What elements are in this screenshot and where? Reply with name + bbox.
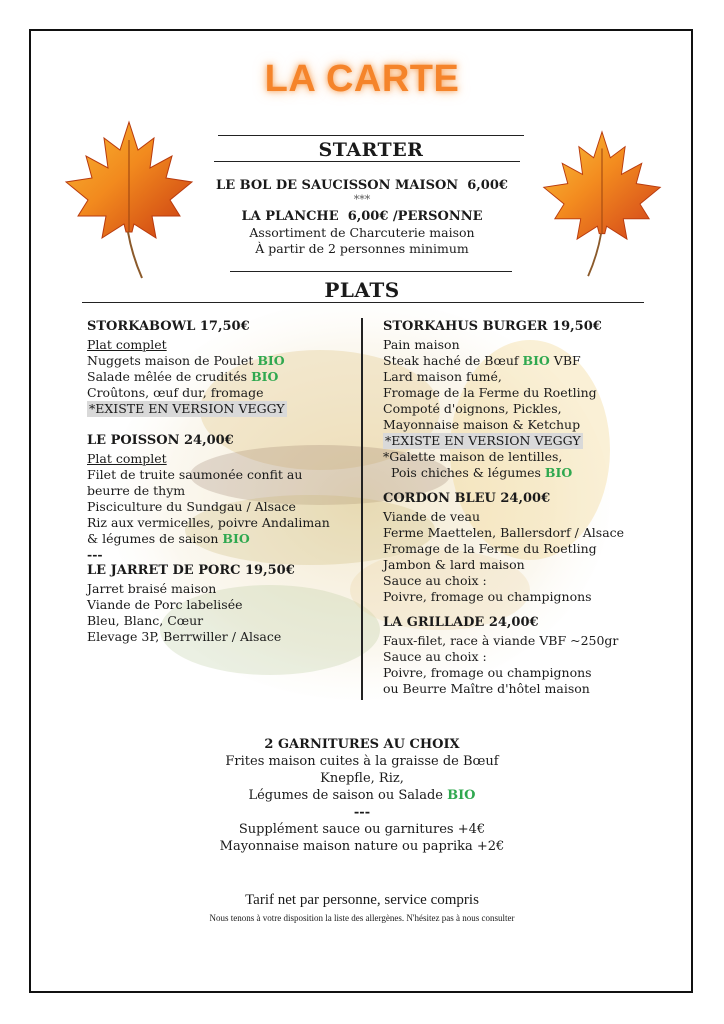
dish-grillade: LA GRILLADE 24,00€ — [383, 615, 539, 630]
dish-line: Fromage de la Ferme du Roetling — [383, 541, 597, 556]
dish-line: Poivre, fromage ou champignons — [383, 665, 592, 680]
dish-line: Pain maison — [383, 337, 460, 352]
dish-cordon-bleu: CORDON BLEU 24,00€ — [383, 491, 551, 506]
dish-line: Steak haché de Bœuf BIO VBF — [383, 353, 581, 368]
garnitures-heading: 2 GARNITURES AU CHOIX — [264, 737, 460, 752]
dish-line: Salade mêlée de crudités BIO — [87, 369, 279, 384]
supplement-line: Supplément sauce ou garnitures +4€ — [238, 822, 486, 837]
dish-line: *Galette maison de lentilles, — [383, 449, 563, 464]
veggy-note: *EXISTE EN VERSION VEGGY — [89, 401, 285, 416]
dish-burger: STORKAHUS BURGER 19,50€ — [383, 319, 602, 334]
dish-line: Croûtons, œuf dur, fromage — [87, 385, 264, 400]
dish-line: Nuggets maison de Poulet BIO — [87, 353, 285, 368]
dish-line: Filet de truite saumonée confit au — [87, 467, 303, 482]
bio-badge: BIO — [522, 353, 550, 368]
bol-saucisson: LE BOL DE SAUCISSON MAISON 6,00€ — [216, 178, 508, 193]
tarif-note: Tarif net par personne, service compris — [245, 892, 479, 908]
dish-line: ou Beurre Maître d'hôtel maison — [383, 681, 590, 696]
dish-line: Poivre, fromage ou champignons — [383, 589, 592, 604]
dish-line: beurre de thym — [87, 483, 186, 498]
dish-line: Riz aux vermicelles, poivre Andaliman — [87, 515, 330, 530]
bio-badge: BIO — [251, 369, 279, 384]
dish-poisson: LE POISSON 24,00€ — [87, 433, 234, 448]
planche-desc-2: À partir de 2 personnes minimum — [255, 241, 469, 256]
dish-line: Jambon & lard maison — [383, 557, 525, 572]
garnitures-block — [0, 736, 724, 855]
dish-line: Pois chiches & légumes BIO — [391, 465, 573, 480]
veggy-note: *EXISTE EN VERSION VEGGY — [385, 433, 581, 448]
starter-end-rule — [230, 271, 512, 272]
dish-storkabowl: STORKABOWL 17,50€ — [87, 319, 250, 334]
dish-line: Sauce au choix : — [383, 649, 487, 664]
allergenes-note: Nous tenons à votre disposition la liste des allergènes. N'hésitez pas à nous consulter — [209, 913, 515, 923]
plats-left-column — [87, 319, 355, 645]
planche: LA PLANCHE 6,00€ /PERSONNE — [241, 209, 483, 224]
dish-line: Mayonnaise maison & Ketchup — [383, 417, 581, 432]
garniture-separator: --- — [353, 805, 371, 820]
dish-subtitle: Plat complet — [87, 451, 167, 466]
mayonnaise-line: Mayonnaise maison nature ou paprika +2€ — [219, 839, 505, 854]
dish-line: Faux-filet, race à viande VBF ~250gr — [383, 633, 619, 648]
dish-line: Viande de veau — [383, 509, 481, 524]
dish-line: Elevage 3P, Berrwiller / Alsace — [87, 629, 282, 644]
dish-line: Sauce au choix : — [383, 573, 487, 588]
garniture-line: Frites maison cuites à la graisse de Bœuf — [225, 754, 499, 769]
plats-rule — [82, 302, 644, 303]
dish-line: Jarret braisé maison — [87, 581, 217, 596]
bio-badge: BIO — [222, 531, 250, 546]
starter-bottom-rule — [214, 161, 520, 162]
dish-jarret: LE JARRET DE PORC 19,50€ — [87, 563, 295, 578]
dish-line: Fromage de la Ferme du Roetling — [383, 385, 597, 400]
starter-separator: *** — [353, 193, 371, 206]
bio-badge: BIO — [257, 353, 285, 368]
bio-badge: BIO — [544, 465, 573, 480]
dish-line: Viande de Porc labelisée — [87, 597, 243, 612]
column-divider — [361, 318, 363, 700]
dish-separator: --- — [87, 547, 103, 562]
plats-right-column — [383, 319, 683, 697]
dish-line: & légumes de saison BIO — [87, 531, 250, 546]
dish-line: Ferme Maettelen, Ballersdorf / Alsace — [383, 525, 625, 540]
starter-items — [160, 178, 564, 257]
plats-heading: PLATS — [324, 278, 400, 302]
dish-line: Lard maison fumé, — [383, 369, 502, 384]
dish-subtitle: Plat complet — [87, 337, 167, 352]
menu-title: LA CARTE — [264, 58, 460, 100]
bio-badge: BIO — [447, 788, 476, 803]
starter-top-rule — [218, 135, 524, 136]
dish-line: Pisciculture du Sundgau / Alsace — [87, 499, 296, 514]
garniture-line: Knepfle, Riz, — [320, 771, 404, 786]
garniture-line: Légumes de saison ou Salade BIO — [248, 788, 476, 803]
planche-desc-1: Assortiment de Charcuterie maison — [249, 225, 475, 240]
starter-heading: STARTER — [318, 139, 424, 161]
dish-line: Bleu, Blanc, Cœur — [87, 613, 204, 628]
dish-line: Compoté d'oignons, Pickles, — [383, 401, 562, 416]
